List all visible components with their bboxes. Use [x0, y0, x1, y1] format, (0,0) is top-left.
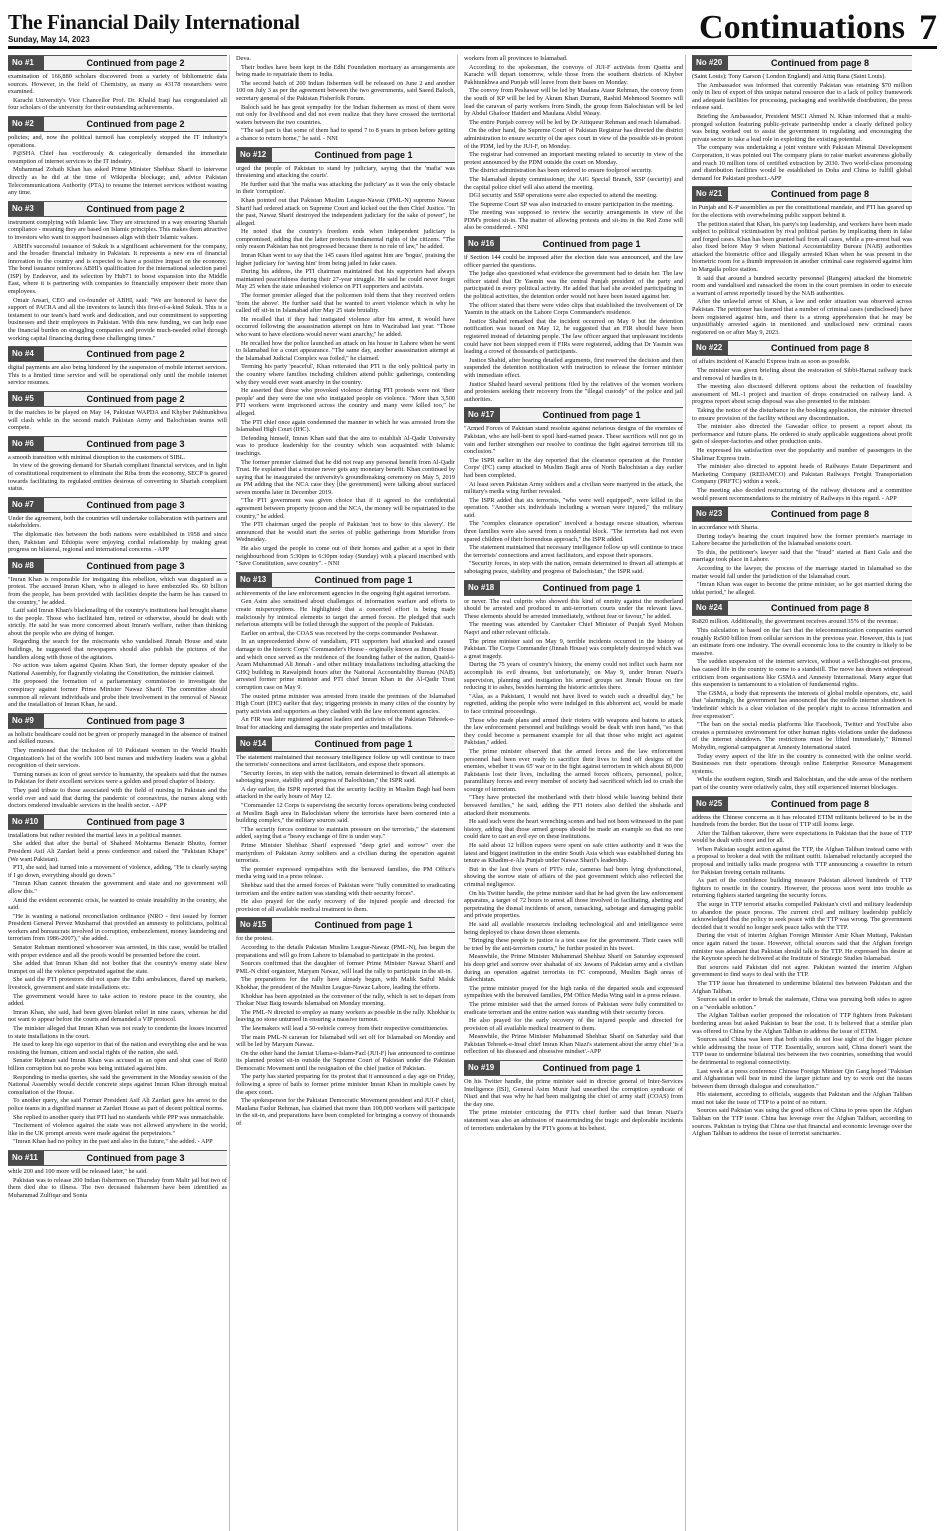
article-paragraph: Senator Rehman said Imran Khan was accused in an open and shut case of Rs60 billion corruption but no probe was being initiated against him. — [8, 1057, 227, 1072]
article-paragraph: Deva. — [236, 55, 251, 62]
article-continuation — [464, 236, 683, 403]
article-paragraph: At least seven Pakistan Army soldiers and a civilian were martyred in the attack, the military's media wing further revealed. — [464, 480, 683, 496]
article-paragraph: Sources said China was keen that both sides do not lose sight of the bigger picture while addressing the issue of TTP. Essentially, sources said, China doesn't want the TTP issue to undermine bilateral ties between the two countries, something that would be detrimental to regional connectivity. — [692, 1036, 912, 1066]
article-number-tag: No #14 — [236, 737, 272, 751]
article-continuation — [8, 116, 227, 197]
article-paragraph: He also urged the people to come out of their homes and gather at a spot in their neighbourhood from 5:30pm to 6:30pm today (Sunday) with a placard inscribed with "Save Constitution, save country". - NNI — [236, 545, 455, 568]
article-paragraph: During the 75 years of country's history, the enemy could not inflict such harm nor accomplish its evil dreams, but unfortunately, on May 9, under Imran Niazi's supervision, planning and instigation his armed groups set Jinnah House on fire reducing it to ashes, besides harming the historic articles there. — [464, 661, 683, 692]
article-number-tag: No #21 — [692, 187, 728, 201]
column-3 — [464, 55, 686, 1531]
article-paragraph: of affairs incident of Karachi Express train as soon as possible. — [692, 358, 851, 366]
article-paragraph: He noted that the country's freedom ends when independent judiciary is compromised, adding that the latter protects fundamental rights of the citizens. "The only reason Pakistan has not progressed because there is no rule of law," he added. — [236, 228, 455, 251]
column-2 — [236, 55, 458, 1531]
article-paragraph: She added that Imran Khan did not bother that the country's enemy state blew trumpet on all the violence perpetrated against the state. — [8, 960, 227, 975]
article-paragraph: The convoy from Peshawar will be led by Maulana Ataur Rehman, the convoy from the south of KP will be led by Akram Khan Durrani, Rashid Mehmood Soomro will lead the caravan of party workers from Sindh, the group from Balochistan will be led by Abdul Ghafoor Haideri and Maulana Abdul Wasay. — [464, 87, 683, 118]
article-paragraph: The former premier claimed that he did not reap any personal benefit from Al-Qadir Trust. He explained that a trustee never gets any monetary benefit. Khan continued by saying that he inaugurated the university's groundbreaking ceremony on May 5, 2019 as PM adding that the NCA case they [the government] were talking about surfaced seven months later in December 2019. — [236, 458, 455, 496]
article-kicker — [8, 814, 227, 830]
continued-from-heading: Continued from page 1 — [542, 239, 641, 250]
continued-from-heading: Continued from page 8 — [770, 603, 869, 614]
article-number-tag: No #18 — [464, 581, 500, 595]
article-paragraph: Sources said Pakistan was using the good offices of China to press upon the Afghan Taliban on the TTP issue. China has leverage over the Afghan Taliban, according to sources. Pakistan is trying that China use that financial and economic leverage over the Afghan Taliban to address the issue of terrorist sanctuaries. — [692, 1107, 912, 1138]
article-number-tag: No #4 — [8, 347, 44, 361]
article-kicker — [692, 796, 912, 812]
article-paragraph: Justice Shahid, after hearing detailed arguments, first reserved the decision and then suspended the detention notification with instruction to release the former minister with immediate effect. — [464, 356, 683, 379]
article-paragraph: The party has started preparing for its protest that it announced a day ago on Friday, following a spree of bails to former prime minister Imran Khan in multiple cases by the apex court. — [236, 1073, 455, 1096]
article-paragraph: The petition stated that Khan, his party's top leadership, and workers have been made subject to political victimisation by rival political parties by implicating them in false and forged cases. Khan has been granted bail from all cases, while a pre-arrest bail was also fixed before May 9 when National Accountability Bureau (NAB) authorities attacked the biometric office and illegally arrested Khan when he was present in the biometric room for a thumb impression in another criminal case registered against him in Margalla police station. — [692, 220, 912, 274]
article-paragraph: He further said that 'the mafia was attacking the judiciary' as it was the only obstacle in their 'corruption'. — [236, 180, 455, 196]
article-paragraph: "The sad part is that some of them had to spend 7 to 8 years in prison before getting a chance to return home," he said. - NNI — [236, 127, 455, 142]
continued-from-heading: Continued from page 3 — [86, 816, 185, 827]
article-paragraph: Last week at a press conference Chinese Foreign Minister Qin Gang hoped "Pakistan and Afghanistan will bear in mind the larger picture and try to work out the issues between them through dialogue and consultation." — [692, 1067, 912, 1090]
article-paragraph: On the other hand, the Supreme Court of Pakistan Registrar has directed the district administration to ensure security of the apex court in view of the possible sit-in protest of the PDM, led by the JUI-F, on Monday. — [464, 127, 683, 150]
article-paragraph: On his Twitter handle, the prime minister said in director general of Inter-Services Intelligence (ISI), General Asim Munir had unearthed the corruption syndicate of Niazi and that was why he had been maligning the chief of army staff (COAS) from the day one. — [464, 1078, 683, 1108]
article-paragraph: The minister also directed the Gawadar office to present a report about its performance and future plans. He ordered to study applicable suggestions about profit gain of sleeper-factories and other production units. — [692, 423, 912, 446]
article-paragraph: Responding to media queries, she said the government in the Monday session of the National Assembly would decide concrete steps against Imran Khan through mutual consultation of the House. — [8, 1073, 227, 1096]
article-paragraph: In view of the growing demand for Shariah compliant financial services, and in light of constitutional requirement to eliminate the Riba from the economy, SECP is geared towards facilitating its regulated entities desirous of converting to Shariah compliant status. — [8, 462, 227, 493]
article-kicker — [8, 497, 227, 513]
article-paragraph: She added that after the burial of Shaheed Mohtarma Benazir Bhutto, former President Asif Ali Zardari held a press conference and raised the "Pakistan Khape" (We want Pakistan). — [8, 840, 227, 863]
article-paragraph: "The PTI government was given choice that if it agreed to the confidential agreement between property tycoon and the NCA, the money will be repatriated to the country," he added. — [236, 497, 455, 520]
article-number-tag: No #5 — [8, 392, 44, 406]
article-paragraph: On the other hand the Jamiat Ulama-e-Islam-Fazl (JUI-F) has announced to continue its planned protest sit-in outside the Supreme Court of Pakistan under the Pakistan Democratic Movement until the resignation of the chief justice of Pakistan. — [236, 1049, 455, 1072]
article-continuation — [8, 814, 227, 1146]
article-continuation — [464, 407, 683, 575]
article-number-tag: No #6 — [8, 437, 44, 451]
article-paragraph: Earlier on arrival, the COAS was received by the corps commander Peshawar. — [241, 629, 439, 637]
article-paragraph: "He is wanting a national reconciliation ordinance (NRO - first issued by former President General Pervez Musharraf that provided an amnesty to politicians, political workers and bureaucrats involved in corruption, embezzlement, money laundering and terrorism from 1986-2007)," she added. — [8, 912, 227, 943]
article-paragraph: The company was undertaking a joint venture with Pakistan Mineral Development Corporation, it was pointed out The company plans to raise market awareness globally and reach 10 million tons of certified extraction by 2030. Two world-class processing and distribution facilities would be established in Doha and China to fulfill global demand for Pakistani product.-APP — [692, 144, 912, 182]
article-continuation — [8, 391, 227, 432]
article-paragraph: He asserted that those who provoked violence during PTI protests were not 'their people' and they were the one who instigated people on violence. "More than 3,500 PTI workers were imprisoned across the country and many were killed too," he alleged. — [236, 387, 455, 417]
article-kicker — [464, 236, 683, 252]
article-paragraph: She said the PTI protestors did not spare the Edhi ambulances, flared up markets, livestock, government and state installations etc. — [8, 976, 227, 992]
article-paragraph: "The ban on the social media platforms like Facebook, Twitter and YouTube also creates a permissive environment for other human rights violations under the darkness of the internet shutdown. The restrictions must be lifted immediately," Rimmel Mohydin, regional campaigner at Amnesty International stated. — [692, 721, 912, 751]
paper-name: The Financial Daily International — [8, 10, 300, 34]
article-paragraph: The prime minister said on May 9, terrible incidents occurred in the history of Pakistan. The Corps Commander (Jinnah House) was completely destroyed which was a great tragedy. — [464, 637, 683, 660]
article-paragraph: DGI security and SSP operations were also expected to attend the meeting. — [469, 192, 658, 200]
article-paragraph: The prime minister observed that the armed forces and the law enforcement personnel had been ever ready to sacrifice their lives to fend off designs of the enemies, whether it was 65' war or in the fight against terrorism in which about 80,000 Pakistanis lost their lives, including the armed forces officers, personnel, police, paramilitary forces and every member of society had sacrificed which led to crush the scourge of terrorism. — [464, 747, 683, 793]
article-paragraph: Under the agreement, both the countries will undertake collaboration with partners and stakeholders. — [8, 514, 227, 530]
article-continuation — [692, 340, 912, 502]
article-paragraph: The Afghan Taliban earlier proposed the relocation of TTP fighters from Pakistani bordering areas but asked Pakistan to bear the cost. It is believed that a similar plan was offered to China by the Afghan Taliban to address the issue of ETIM. — [692, 1012, 912, 1035]
article-continuation — [236, 917, 455, 1127]
article-kicker — [8, 55, 227, 71]
article-kicker — [8, 201, 227, 217]
article-continuation — [236, 55, 455, 143]
article-paragraph: The spokesperson for the Pakistan Democratic Movement president and JUI-F chief, Maulana Fazlur Rehman, has claimed that more than 100,000 workers will participate in the sit-in, and preparations have been completed for bringing a convoy of thousands of — [236, 1097, 455, 1128]
article-paragraph: The meeting also discussed different options about the reduction of feasibility assessment of ML-1 project and inaction of drops constructed on railway land. A progress report about scrap disposal was also presented to the minister. — [692, 383, 912, 406]
article-paragraph: Baloch said he has great sympathy for the Indian fishermen as most of them were out only for livelihood and did not even realize that they have crossed the territorial waters between the two countries. — [236, 103, 455, 126]
continued-from-heading: Continued from page 3 — [86, 499, 185, 510]
article-paragraph: (Saint Louis); Tony Garson ( London England) and Attiq Rana (Saint Louis). — [692, 73, 886, 80]
article-kicker — [236, 572, 455, 588]
article-paragraph: As part of the confidence building measure Pakistan allowed hundreds of TTP fighters to resettle in the country. However, the process soon went into trouble as returning fighters started targeting the security forces. — [692, 877, 912, 900]
article-paragraph: Khokhar has been appointed as the convener of the rally, which is set to depart from Thokar Niaz Baig towards Islamabad on Monday morning. — [236, 992, 455, 1008]
article-paragraph: The GSMA, a body that represents the interests of global mobile operators, etc, said that "alarmingly, the government has announced that the mobile internet shutdown is 'indefinite' which is a clear violation of the people's right to access information and free expression". — [692, 689, 912, 720]
article-paragraph: Meanwhile, the Prime Minister Muhammad Shehbaz Sharif on Saturday said that Pakistan Tehreek-e-Insaf chief Imran Khan Niazi's statement about the army chief 'is a reflection of his diseased and obsessive mindset'.-APP — [464, 1033, 683, 1056]
article-paragraph: "Armed Forces of Pakistan stand resolute against nefarious designs of the enemies of Pakistan, who are hell-bent to spoil hard-earned peace. These sacrifices will not go in vain and further strengthen our resolve to continue the fight against terrorism till its conclusion." — [464, 425, 683, 456]
article-paragraph: On his Twitter handle, the prime minister said that he had given the law enforcement apparatus, a target of 72 hours to arrest all those involved in facilitating, abetting and perpetrating the dismal incidents of arson, ransacking, sabotage and damaging public and private properties. — [464, 889, 683, 920]
article-paragraph: Latif said Imran Khan's blackmailing of the country's institutions had brought shame to the people. Those who facilitated him, retired or otherwise, should be dealt with strictly. He said he was more concerned about Imran's welfare, rather than thinking about the people who are dying of hunger. — [8, 607, 227, 637]
article-paragraph: The district administration has been ordered to ensure foolproof security. — [469, 167, 653, 175]
continued-from-heading: Continued from page 1 — [542, 582, 641, 593]
article-paragraph: instrument complying with Islamic law. They are structured in a way ensuring Shariah compliance - meaning they are based on Islamic principles. This makes them attractive to investors who want to support businesses align with their Islamic values. — [8, 218, 227, 241]
article-paragraph: They mentioned that the inclusion of 10 Pakistani women in the World Health Organization's list of the world's 100 best nurses and midwifery leaders was a global recognition of their services. — [8, 747, 227, 770]
continued-from-heading: Continued from page 3 — [86, 438, 185, 449]
article-continuation — [692, 186, 912, 336]
article-kicker — [236, 736, 455, 752]
article-paragraph: a smooth transition with minimal disruption to the customers of SIBL. — [8, 453, 186, 461]
article-paragraph: The ISPR earlier in the day reported that the clearance operation at the Frontier Corps' (FC) camp attacked in Muslim Bagh area of North Balochistan a day earlier had been completed. — [464, 456, 683, 479]
article-paragraph: The prime minister prayed for the high ranks of the departed souls and expressed sympathies with the bereaved families, PM Office Media Wing said in a press release. — [464, 984, 683, 1000]
article-number-tag: No #12 — [236, 148, 272, 162]
article-paragraph: The preparations for the rally have already begun, with Malik Saiful Maluk Khokhar, the president of the Muslim League-Nawaz Lahore, leading the efforts. — [236, 976, 455, 991]
article-paragraph: No action was taken against Qasim Khan Suri, the former deputy speaker of the National Assembly, for flagrantly violating the Constitution, the minister claimed. — [8, 662, 227, 677]
article-paragraph: During today's hearing the court inquired how the former premier's marriage in Lahore became the jurisdiction of the Islamabad sessions court. — [692, 532, 912, 548]
article-paragraph: The TTP issue has threatened to undermine bilateral ties between Pakistan and the Afghan Taliban. — [692, 979, 912, 995]
article-paragraph: Defending himself, Imran Khan said that the aim to establish Al-Qadir University was to produce leadership for the country which was acquainted with Islamic teachings. — [236, 434, 455, 457]
article-paragraph: After the Taliban takeover, there were expectations in Pakistan that the issue of TTP would be dealt with once and for all. — [692, 829, 912, 845]
article-paragraph: The second batch of 200 Indian fishermen will be released on June 2 and another 100 on July 3 as per the agreement between the two governments, said Saeed Baloch, secretary general of the Pakistan Fisherfolk Forum. — [236, 79, 455, 102]
column-1 — [8, 55, 230, 1531]
continued-from-heading: Continued from page 1 — [314, 149, 413, 160]
article-paragraph: Senator Rehman mentioned whosoever was arrested, in this case, would be trialled with proper evidence and all the proofs would be presented before the court. — [8, 944, 227, 959]
article-paragraph: achievements of the law enforcement agencies in the ongoing fight against terrorism. — [236, 589, 451, 597]
article-paragraph: Pakistan was to release 200 Indian fishermen on Thursday from Malir jail but two of them died due to illness. The two deceased fishermen have been identified as Muhammad Zulfiqar and Sonia — [8, 1176, 227, 1199]
article-paragraph: "Imran Khan is responsible for instigating this rebellion, which was disguised as a protest. The accused Imran Khan, who is alleged to have embezzled Rs. 60 billion from the people, has been provided with facilities despite the harm he has caused to the country," he added. — [8, 575, 227, 606]
article-paragraph: This calculation is based on the fact that the telecommunication companies earned roughly Rs500 billion from cellular services in the previous year. However, this is just an estimate from one industry. The overall economic loss to the country is likely to be massive. — [692, 627, 912, 657]
article-number-tag: No #2 — [8, 117, 44, 131]
article-paragraph: while 200 and 100 more will be released later," he said. — [8, 1167, 148, 1175]
article-paragraph: The meeting was supposed to review the security arrangements in view of the PDM's protest sit-in. The matter of allowing protests and sit-ins in the Red Zone will also be considered. - NNI — [464, 209, 683, 232]
article-paragraph: During the visit of interim Afghan Foreign Minister Amir Khan Muttaqi, Pakistan once again raised the issue. However, official sources said that the Afghan foreign minister was adamant that Pakistan should talk to the TTP. He expressed his desire at the Keynote speech he delivered at the Institute of Strategic Studies Islamabad. — [692, 932, 912, 963]
article-kicker — [692, 186, 912, 202]
article-paragraph: They paid tribute to those associated with the field of nursing in Pakistan and the world over and said that during the pandemic of coronavirus, the nurses along with doctors rendered invaluable services in the health sector. - APP — [8, 786, 227, 810]
article-paragraph: urged the people of Pakistan to stand by judiciary, saying that the 'mafia' was threatening and attacking the courts'. — [236, 164, 455, 180]
article-paragraph: According to the lawyer, the process of the marriage started in Islamabad so the matter would fall under the jurisdiction of the Islamabad court. — [692, 565, 912, 580]
column-4 — [692, 55, 914, 1531]
article-paragraph: P@SHA Chief has vociferously & categorically demanded the immediate resumption of internet services to the IT industry. — [8, 150, 227, 165]
article-paragraph: An FIR was later registered against leaders and activists of the Pakistan Tehreek-e-Insaf for attacking and damaging the state properties and installations. — [236, 716, 455, 731]
article-paragraph: "Incitement of violence against the state was not allowed anywhere in the world, like in the UK prompt arrests were made against the perpetrators." — [8, 1122, 227, 1137]
article-paragraph: Shehbaz said that the armed forces of Pakistan were "fully committed to eradicating terrorism and the entire nation was standing with their security forces". — [236, 882, 455, 897]
article-paragraph: During his address, the PTI chairman maintained that his supporters had always maintained peacefulness during their 27-year struggle. He said he could never forget May 25 when the state unleashed violence on PTI supporters and activists. — [236, 268, 455, 291]
article-paragraph: Today every aspect of the life in the country is connected with the online world. Businesses run their operations through online Enterprise Resource Management systems. — [692, 752, 912, 775]
article-kicker — [8, 436, 227, 452]
article-paragraph: He used to keep his ego superior to that of the nation and everything else and he was resisting the human, citizen and social rights of the nation, she said. — [8, 1041, 227, 1056]
article-paragraph: Amid the evident economic crisis, he wanted to create instability in the country, she said. — [8, 896, 227, 912]
article-paragraph: The PTI chairman urged the people of Pakistan 'not to bow to this slavery'. He announced that he would start the series of public gatherings from Muridke from Wednesday. — [236, 521, 455, 544]
article-continuation — [692, 55, 912, 182]
article-kicker — [692, 506, 912, 522]
article-kicker — [236, 917, 455, 933]
article-paragraph: According to the details Pakistan Muslim League-Nawaz (PML-N), has begun the preparations and will go from Lahore to Islamabad to participate in the protest. — [236, 943, 455, 959]
article-paragraph: To this, the petitioner's lawyer said that the "fraud" started at Bani Gala and the marriage took place in Lahore. — [692, 548, 912, 564]
article-number-tag: No #17 — [464, 408, 500, 422]
article-continuation — [8, 201, 227, 343]
article-kicker — [692, 340, 912, 356]
article-paragraph: as holistic healthcare could not be given or properly managed in the absence of trained and skilled nurses. — [8, 730, 227, 746]
continued-from-heading: Continued from page 1 — [542, 1063, 641, 1074]
article-paragraph: According to the spokesman, the convoys of JUI-F activists from Quetta and Karachi will depart tomorrow, while those from the southern districts of Khyber Pakhtunkhwa and Punjab will leave from their bases on Monday. — [464, 63, 683, 86]
article-number-tag: No #7 — [8, 498, 44, 512]
article-number-tag: No #15 — [236, 918, 272, 932]
article-number-tag: No #22 — [692, 341, 728, 355]
article-kicker — [8, 713, 227, 729]
article-paragraph: He also prayed for the early recovery of the injured people and directed for provision of all available medical treatment to them. — [236, 898, 455, 913]
article-number-tag: No #24 — [692, 601, 728, 615]
article-continuation — [8, 346, 227, 387]
article-paragraph: The minister also directed to appoint heads of Railways Estate Department and Marketing Company (REDAMCO) and Pakistan Railways Freight Transportation Company (PRFTC) within a week. — [692, 463, 912, 486]
article-paragraph: The diplomatic ties between the both nations were established in 1958 and since then, Pakistan and Ethiopia were enjoying cordial relationship by making great progress on bilateral, regional and international concerns. - APP — [8, 530, 227, 554]
article-kicker — [464, 1060, 683, 1076]
article-paragraph: Justice Shahid heard several petitions filed by the relatives of the women workers and protesters seeking their recovery from the "illegal custody" of the police and jail authorities. — [464, 380, 683, 403]
article-paragraph: The ousted prime minister was arrested from inside the premises of the Islamabad High Court (IHC) earlier that day; triggering protests in many cities of the country by party activists and supporters as they clashed with the law enforcement agencies. — [236, 692, 455, 715]
masthead-right — [699, 8, 937, 46]
article-kicker — [236, 147, 455, 163]
continued-from-heading: Continued from page 2 — [86, 118, 185, 129]
article-continuation — [464, 580, 683, 1056]
masthead-left — [8, 11, 300, 46]
masthead — [8, 6, 937, 49]
article-paragraph: digital payments are also being hindered by the suspension of mobile internet services. This is a limited time service and will be operational only until the mobile internet service resumes. — [8, 364, 227, 387]
article-continuation — [692, 600, 912, 791]
section-title: Continuations — [699, 9, 905, 46]
article-paragraph: Those who made plans and armed their rioters with weapons and batons to attack the law enforcement personnel and buildings would be dealt with iron hand, "so that they could become a permanent example for all that those who might act against Pakistan," added. — [464, 716, 683, 747]
article-continuation — [236, 147, 455, 568]
article-number-tag: No #20 — [692, 56, 728, 70]
continued-from-heading: Continued from page 8 — [770, 58, 869, 68]
article-kicker — [464, 407, 683, 423]
article-paragraph: The premier expressed sympathies with the bereaved families, the PM Office's media wing said in a press release. — [236, 865, 455, 881]
article-paragraph: In the matches to be played on May 14, Pakistan WAPDA and Khyber Pakhtunkhwa will clash while in the second match Pakistan Army and Balochistan teams will compete. — [8, 409, 227, 432]
article-paragraph: "Security forces, in step with the nation, remain determined to thwart all attempts at sabotaging peace, stability and progress of Balochistan," the ISPR said. — [236, 769, 455, 785]
article-paragraph: The meeting also decided restructuring of the railway divisions and a committee would present recommendations to the ministry of Railways in this regard. - APP — [692, 486, 912, 502]
article-kicker — [8, 1150, 227, 1166]
continued-from-heading: Continued from page 2 — [86, 58, 185, 68]
continued-from-heading: Continued from page 1 — [542, 410, 641, 421]
article-paragraph: After the unlawful arrest of Khan, a law and order situation was observed across Pakistan. The petitioner has learned that a number of criminal cases (undisclosed) have been registered against him, and there is a strong apprehension that he may be unjustifiably arrested again in mentioned and undisclosed new criminal cases registered on or after May 9, 2023. — [692, 298, 912, 336]
article-paragraph: The PTI chief once again condemned the manner in which he was arrested from the Islamabad High Court (IHC). — [236, 418, 455, 434]
continued-from-heading: Continued from page 3 — [86, 560, 185, 571]
article-paragraph: She replied to another query that PTI had no standards while PPP was unmatchable. — [13, 1113, 225, 1121]
article-continuation — [236, 736, 455, 914]
article-number-tag: No #11 — [8, 1151, 44, 1165]
article-paragraph: "Security forces, in step with the nation, remain determined to thwart all attempts at sabotaging peace, stability and progress of Balochistan," the ISPR said. — [464, 560, 683, 576]
article-paragraph: Gen Asim also sensitised about challenges of information warfare and efforts to create misperceptions. He highlighted that a concerted effort is being made maliciously by inimical elements to target the armed forces. He pledged that such nefarious attempts will be foiled through the support of the people of Pakistan. — [236, 598, 455, 629]
continued-from-heading: Continued from page 2 — [86, 394, 185, 404]
article-paragraph: The government would have to take action to restore peace in the country, she added. — [8, 992, 227, 1008]
article-paragraph: He said such were the heart wrenching scenes and had not been witnessed in the past history, adding that those armed groups should be made an example so that no one could dare to cast an evil eye on these institutions. — [464, 818, 683, 841]
article-paragraph: "Commander 12 Corps is supervising the security forces operations being conducted at Muslim Bagh area in Balochistan where the terrorists have been cornered into a building complex," the military sources said. — [236, 802, 455, 825]
article-paragraph: "The security forces continue to maintain pressure on the terrorists," the statement added, saying that a "heavy exchange of fire is under way." — [236, 825, 455, 841]
article-number-tag: No #13 — [236, 573, 272, 587]
continued-from-heading: Continued from page 2 — [86, 349, 185, 360]
article-paragraph: The surge in TTP terrorist attacks compelled Pakistan's civil and military leadership to abandon the peace process. The current civil and military leadership publicly acknowledged that the policy to seek peace with the TTP was wrong. The government decided that it would no longer seek peace talks with the TTP. — [692, 901, 912, 931]
continued-from-heading: Continued from page 1 — [314, 574, 413, 585]
article-continuation — [8, 558, 227, 709]
article-paragraph: It said that around a hundred security personnel (Rangers) attacked the biometric room and vandalised and ransacked the room in the court premises in order to execute a warrant of arrest reportedly issued by the NAB authorities. — [692, 274, 912, 297]
article-paragraph: Turning nurses as icon of great service to humanity, the speakers said that the nurses in Pakistan for their excellent services were a golden and proud chapter of history. — [8, 770, 227, 786]
article-paragraph: The ISPR added that six terrorists, "who were well equipped", were killed in the operation. "Another six individuals including a woman were injured," the military said. — [464, 496, 683, 519]
article-paragraph: The lawmakers will lead a 50-vehicle convoy from their respective constituencies. — [241, 1024, 449, 1032]
article-paragraph: To another query, she said Former President Asif Ali Zardari gave his arrest to the police teams in a dignified manner at Zardari House as part of decent political norms. — [8, 1097, 227, 1112]
article-continuation — [8, 713, 227, 810]
article-paragraph: The registrar had convened an important meeting related to security in view of the protest announced by the PDM outside the court on Monday. — [464, 151, 683, 166]
article-paragraph: The former premier alleged that the policemen told them that they received orders 'from the above'. He further said that he wanted to avert violence which is why he called off sit-in in Islamabad after May 25 state brutality. — [236, 292, 455, 315]
article-paragraph: A day earlier, the ISPR reported that the security facility in Muslim Bagh had been attacked in the early hours of May 12. — [236, 785, 455, 801]
article-number-tag: No #25 — [692, 797, 728, 811]
article-paragraph: The meeting was attended by Caretaker Chief Minister of Punjab Syed Mohsin Naqvi and other relevant officials. — [464, 621, 683, 636]
article-paragraph: The main PML-N caravan for Islamabad will set off for Islamabad on Monday and will be led by Maryam Nawaz. — [236, 1033, 455, 1049]
continued-from-heading: Continued from page 8 — [770, 509, 869, 520]
article-paragraph: The sudden suspension of the internet services, without a well-thought-out process, has caused life in the country to come to a standstill. The move has drawn widespread criticism from organisations like GSMA and Amnesty International. Many argue that this suspension is tantamount to a violation of fundamental rights. — [692, 658, 912, 689]
continued-from-heading: Continued from page 8 — [770, 798, 869, 809]
article-paragraph: Khan pointed out that Pakistan Muslim League-Nawaz (PML-N) supremo Nawaz Sharif had ordered attack on Supreme Court and kicked out the then Chief Justice. "In the past, Nawaz Sharif destroyed the independent judiciary for the sake of power", he alleged. — [236, 196, 455, 227]
continued-from-heading: Continued from page 8 — [770, 189, 869, 200]
article-kicker — [692, 600, 912, 616]
article-number-tag: No #16 — [464, 237, 500, 251]
article-paragraph: Rs820 million. Additionally, the government receives around 35% of the revenue. — [692, 618, 899, 626]
article-continuation — [464, 1060, 683, 1132]
article-continuation — [692, 506, 912, 596]
article-columns — [8, 55, 937, 1531]
article-paragraph: in accordance with Sharia. — [692, 524, 759, 532]
article-paragraph: He also prayed for the early recovery of the injured people and directed for provision of all available medical treatment to them. — [464, 1017, 683, 1032]
continued-from-heading: Continued from page 3 — [86, 1152, 185, 1163]
article-continuation — [464, 55, 683, 232]
article-continuation — [236, 572, 455, 732]
article-paragraph: The officer stated that there were video clips that established the involvement of Dr Yasmin in the attack on the Lahore Corps Commander's residence. — [464, 301, 683, 317]
article-paragraph: He recalled how the police launched an attack on his house in Lahore when he went to Islamabad for a court appearance. "The same day, another assassination attempt at the Islamabad Judicial Complex was foiled," he claimed. — [236, 339, 455, 362]
article-paragraph: His statement, according to officials, suggests that Pakistan and the Afghan Taliban must not take the issue of TTP to a point of no return. — [692, 1091, 912, 1106]
article-continuation — [8, 436, 227, 493]
article-paragraph: ABHI's successful issuance of Sukuk is a significant achievement for the company, and the broader financial industry in Pakistan. It represents a new era of financial innovation in the country and is expected to have a positive impact on the economy. The bond issuance reinforces ABHI's qualification for the international selection panel (ISP) by Endeavor, and its selection by Hub71 to boost expansion into the Middle East, where it is partnering with companies to financially empower their more than employees. — [8, 242, 227, 296]
continued-from-heading: Continued from page 1 — [314, 738, 413, 749]
article-paragraph: "They have protected the motherland with their blood while leaving behind their bereaved families," he said, adding the PTI rioters also defiled the shuhada and attacked their monuments. — [464, 794, 683, 817]
article-paragraph: The Islamabad deputy commissioner, the AIG Special Branch, SSP (security) and the capital police chief will also attend the meeting. — [464, 175, 683, 191]
article-paragraph: Justice Shahid remarked that the incident occurred on May 9 but the detention notification was issued on May 12, he suggested that an FIR should have been registered instead of detaining people. The law officer argued that unpleasant incidents could have not been stopped even if FIRs were registered, adding that Dr Yasmin was leading a crowd of thousands of participants. — [464, 317, 683, 356]
article-paragraph: The statement maintained that necessary intelligence follow up will continue to trace the terrorists' connections and arrest facilitators, and expose their sponsors. — [236, 753, 455, 769]
article-number-tag: No #3 — [8, 202, 44, 216]
article-number-tag: No #9 — [8, 714, 44, 728]
article-paragraph: He said all available resources including technological aid and intelligence were being deployed to chase down those elements. — [464, 920, 683, 936]
article-paragraph: workers from all provinces to Islamabad. — [464, 55, 568, 62]
article-paragraph: installations but rather resisted the martial laws in a political manner. — [8, 831, 182, 839]
page-number: 7 — [919, 7, 937, 47]
article-continuation — [8, 497, 227, 554]
article-paragraph: Omair Ansari, CEO and co-founder of ABHI, said: "We are honored to have the support of PACRA and all the investors to launch this first-of-a-kind Sukuk. This is a testament to our team's hard work and dedication, and our commitment to supporting businesses and their employees in Pakistan. With this new funding, we can help ease the financial burden on struggling companies and provide much-needed relief through working capital financing during these challenging times." — [8, 296, 227, 342]
article-paragraph: He expressed his satisfaction over the popularity and number of passengers in the Shalimar Express train. — [692, 446, 912, 462]
article-paragraph: Regarding the search for the miscreants who vandalised Jinnah House and state buildings, he suggested that newspapers should also publish the pictures of the handlers along with those of the agitators. — [8, 638, 227, 661]
article-paragraph: Their bodies have been kept in the Edhi Foundation mortuary as arrangements are being made to repatriate them to India. — [236, 63, 455, 79]
article-continuation — [8, 1150, 227, 1199]
article-paragraph: address the Chinese concerns as it has relocated ETIM militants believed to be in the hundreds from the border. But the issue of TTP still looms large. — [692, 813, 912, 829]
article-paragraph: Imran Khan went to say that the 145 cases filed against him are 'bogus', praising the higher judiciary for 'saving him' from being jailed in fake cases. — [236, 252, 455, 267]
article-paragraph: The prime minister said that the armed forces of Pakistan were fully committed to eradicate terrorism and the entire nation was standing with their security forces. — [464, 1000, 683, 1016]
article-paragraph: Karachi University's Vice Chancellor Prof. Dr. Khalid Iraqi has congratulated all four scholars of the university for their outstanding achievements. — [8, 96, 227, 112]
article-paragraph: "Imran Khan had no policy in the past and also in the future," she added. - APP — [13, 1138, 213, 1146]
continued-from-heading: Continued from page 2 — [86, 203, 185, 214]
article-paragraph: In an unprecedented show of vandalism, PTI supporters had attacked and caused damage to the historic Corps' Commander's House - originally known as Jinnah House and which once served as the residence of the founding father of the nation, Quaid-i-Azam Muhammad Ali Jinnah - and other military installations including attacking the GHQ building in Rawalpindi hours after the National Accountability Bureau (NAB) arrested former prime minister and PTI chief Imran Khan in the Al-Qadir Trust corruption case on May 9. — [236, 638, 455, 691]
article-paragraph: Terming his party 'peaceful', Khan reiterated that PTI is the only political party in the country where families including children attend public gatherings, contending why they would ever want anarchy in the country. — [236, 363, 455, 386]
article-paragraph: The entire Punjab convoy will be led by Dr Attiqueur Rehman and reach Islamabad. — [469, 118, 681, 126]
article-paragraph: "Bringing these people to justice is a test case for the government. Their cases will be tried by the anti-terrorism courts," he further posted in his tweet. — [464, 937, 683, 952]
article-paragraph: He proposed the formation of a parliamentary commission to investigate the conspiracy against former Prime Minister Nawaz Sharif. The committee should summon all relevant individuals and probe their involvement in the removal of Nawaz and the installation of Imran Khan, he said. — [8, 678, 227, 709]
article-paragraph: for the protest. — [236, 935, 273, 943]
article-kicker — [8, 558, 227, 574]
article-paragraph: "Imran Khan cannot threaten the government and state and no government will allow this." — [8, 880, 227, 895]
article-paragraph: But sources said Pakistan did not agree. Pakistan wanted the interim Afghan government to find ways to deal with the TTP. — [692, 963, 912, 979]
article-paragraph: He said about 12 billion rupees were spent on safe cities authority and it was the latest and biggest institution in the entire South Asia which was established during his tenure as Khadim-e-Ala Punjab under Nawaz Sharif's leadership. — [464, 842, 683, 865]
article-paragraph: Imran Khan, she said, had been given blanket relief in nine cases, whereas he did not want to appear before the courts and demanded a VIP protocol. — [8, 1008, 227, 1024]
continued-from-heading: Continued from page 3 — [86, 715, 185, 726]
article-paragraph: He recalled that if they had instigated violence after his arrest, it would have occurred following the assassination attempt on him in Wazirabad last year. "Those who want to have elections would never want anarchy," he added. — [236, 315, 455, 338]
article-paragraph: Briefing the Ambassador, President MSCI Ahmed N. Khan informed that a multi-pronged solution featuring public-private partnership under a clearly defined policy was being worked out to assist the government in regulating and encouraging the private sector to take a lead role in exploiting the existing potential. — [692, 112, 912, 143]
article-continuation — [8, 55, 227, 112]
article-paragraph: The statement maintained that necessary intelligence follow up will continue to trace the terrorists' connections and arrest facilitators, and expose their sponsors. — [464, 544, 683, 559]
continued-from-heading: Continued from page 1 — [314, 920, 413, 931]
article-paragraph: PTI, she said, had turned into a movement of violence, adding, "He is clearly saying if I go down, everything should go down." — [8, 864, 227, 879]
article-paragraph: The Ambassador was informed that currently Pakistan was retaining $70 million only in lieu of export of this unique natural resource due to a lack of policy framework and adequate facilities for processing, packaging and worldwide distribution, the press release said. — [692, 81, 912, 112]
article-paragraph: The Supreme Court SP was also instructed to ensure participation in the meeting. — [469, 200, 674, 208]
article-kicker — [692, 55, 912, 71]
article-paragraph: if Section 144 could be imposed after the election date was announced, and the law officer parried the questions. — [464, 254, 683, 269]
article-kicker — [8, 346, 227, 362]
article-paragraph: Prime Minister Shehbaz Sharif expressed "deep grief and sorrow" over the martyrdom of Pakistan Army soldiers and a civilian during the operation against terrorists. — [236, 842, 455, 865]
article-paragraph: or never. The real culprits who showed this kind of enmity against the motherland should be arrested and produced in anti-terrorism courts under the relevant laws. These elements should be arrested immediately, without fear or favour," he added. — [464, 597, 683, 620]
article-continuation — [692, 796, 912, 1138]
issue-date: Sunday, May 14, 2023 — [8, 35, 90, 44]
continued-from-heading: Continued from page 8 — [770, 343, 869, 354]
article-number-tag: No #19 — [464, 1061, 500, 1075]
article-paragraph: in Punjab and K-P assemblies as per the constitutional mandate, and PTI has geared up for the elections with overwhelming public support behind it. — [692, 204, 912, 219]
article-paragraph: examination of 166,880 scholars discovered from a variety of bibliometric data sources. However, in the field of Chemistry, as many as 43178 researchers were examined. — [8, 73, 227, 96]
article-paragraph: Meanwhile, the Prime Minister Muhammad Shehbaz Sharif on Saturday expressed his deep grief and sorrow over shahadat of six Jawans of Pakistan army and a civilian during an operation against terrorists in FC compound, Muslim Bagh areas of Balochistan. — [464, 953, 683, 984]
article-paragraph: When Pakistan sought action against the TTP, the Afghan Taliban instead came with a proposal to broker a deal with the militant outfit. Islamabad reluctantly accepted the proposal and initially talks made progress with TTP announcing a ceasefire in return for Pakistan freeing certain militants. — [692, 845, 912, 876]
article-paragraph: Taking the notice of the disturbance in the booking application, the minister directed to ensure provision of the facility without any discontinuation. — [692, 406, 912, 422]
article-paragraph: The PML-N directed to employ as many workers as possible in the rally. Khokhar is leaving no stone unturned in ensuring a massive turnout. — [236, 1008, 455, 1024]
article-paragraph: Muhammad Zohaib Khan has asked Prime Minister Shehbaz Sharif to intervene directly as he did at the time of Wikipedia blockage; and, advice Pakistan Telecommunications Authority (PTA) to resume the internet services without wasting any time. — [8, 166, 227, 197]
article-number-tag: No #10 — [8, 815, 44, 829]
article-kicker — [464, 580, 683, 596]
article-paragraph: Sources confirmed that the daughter of former Prime Minister Nawaz Sharif and PML-N chief organizer, Maryam Nawaz, will lead the rally to participate in the sit-in. — [236, 960, 455, 975]
article-paragraph: The minister alleged that Imran Khan was not ready to condemn the losses incurred to state installations in the court. — [8, 1025, 227, 1040]
article-paragraph: But in the last five years of PTI's rule, cameras had been lying dysfunctional, showing the sorrow state of affairs of the past government which also reflected the criminal negligence. — [464, 865, 683, 888]
article-paragraph: The "complex clearance operation" involved a hostage rescue situation, whereas three families were also saved from a residential block. "The terrorists had not even spared children of their horrendous approach," the ISPR added. — [464, 520, 683, 543]
article-kicker — [8, 116, 227, 132]
article-paragraph: The minister was given briefing about the restoration of Sibbi-Harnai railway track and removal of hurdles in it. — [692, 367, 912, 382]
article-paragraph: The judge also questioned what evidence the government had to detain her. The law officer stated that Dr Yasmin was the central Punjab president of the party and participated in every political activity. He added that had she avoided participating in the political activities, the detention order would not have been issued against her. — [464, 270, 683, 301]
article-paragraph: While the southern region, Sindh and Balochistan, and the side areas of the northern part of the country were relatively calm, they still experienced internet blockages. — [692, 776, 912, 791]
article-paragraph: policies; and, now the political turmoil has completely stopped the IT industry's operations. — [8, 133, 227, 149]
article-number-tag: No #1 — [8, 56, 44, 70]
article-kicker — [8, 391, 227, 407]
article-paragraph: Sources said in order to break the stalemate, China was pursuing both sides to agree on a "workable solution." — [692, 996, 912, 1011]
article-paragraph: "Alas, as a Pakistani, I would not have lived to watch such a dreadful day," he regretted, adding the people who were indulged in this abhorrent act, would be made to face criminal proceedings. — [464, 692, 683, 715]
article-paragraph: "Imran Khan was eager to become the prime minister, so he got married during the iddat period," he alleged. — [692, 581, 912, 596]
article-paragraph: The prime minister criticizing the PTI's chief further said that Imran Niazi's statement was also an admission of masterminding the tragic and deplorable incidents of terrorism undertaken by the PTI's goons at his behest. — [464, 1109, 683, 1132]
article-number-tag: No #23 — [692, 507, 728, 521]
article-number-tag: No #8 — [8, 559, 44, 573]
